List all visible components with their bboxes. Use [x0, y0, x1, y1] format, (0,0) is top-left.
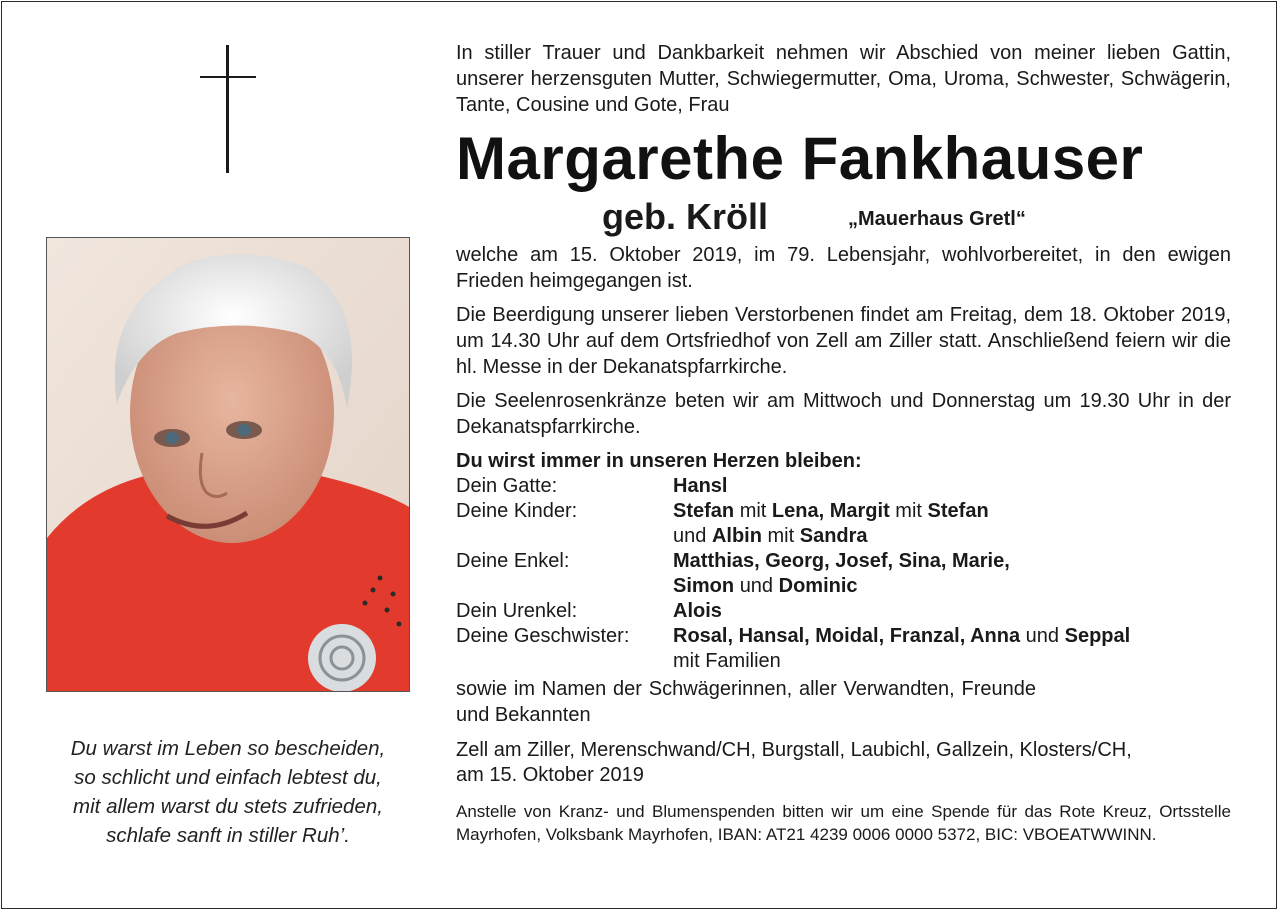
- maiden-name-row: [456, 194, 1231, 242]
- death-text: welche am 15. Oktober 2019, im 79. Lebensjahr, wohlvorbereitet, in den ewigen Frieden heimgegangen ist.: [456, 244, 1231, 292]
- portrait-illustration: [47, 238, 410, 692]
- family-row-siblings-cont: [456, 649, 1231, 674]
- rosary-text: Die Seelenrosenkränze beten wir am Mittwoch und Donnerstag um 19.30 Uhr in der Dekanatspfarrkirche.: [456, 390, 1231, 438]
- family-value: und Albin mit Sandra: [673, 525, 868, 547]
- family-label: Dein Gatte:: [456, 475, 558, 497]
- family-value: Alois: [673, 600, 722, 622]
- nickname: „Mauerhaus Gretl“: [848, 208, 1026, 230]
- family-value: Matthias, Georg, Josef, Sina, Marie,: [673, 550, 1010, 572]
- donation-text: Anstelle von Kranz- und Blumenspenden bitten wir um eine Spende für das Rote Kreuz, Ortsstelle Mayrhofen, Volksbank Mayrhofen, IBAN: AT21 4239 0006 0000 5372, BIC: VBOEATWWINN.: [456, 802, 1231, 844]
- place-date: Zell am Ziller, Merenschwand/CH, Burgstall, Laubichl, Gallzein, Klosters/CH, am 15. Oktober 2019: [456, 739, 1132, 786]
- family-value: mit Familien: [673, 650, 781, 672]
- poem-line: so schlicht und einfach lebtest du,: [74, 766, 382, 789]
- family-label: Deine Geschwister:: [456, 625, 630, 647]
- family-row-children: [456, 499, 1231, 524]
- poem-line: mit allem warst du stets zufrieden,: [73, 795, 383, 818]
- family-label: Deine Enkel:: [456, 550, 570, 572]
- family-value: Stefan mit Lena, Margit mit Stefan: [673, 500, 989, 522]
- family-list: [456, 474, 1231, 674]
- deceased-name: Margarethe Fankhauser: [456, 125, 1144, 192]
- family-row-siblings: [456, 624, 1231, 649]
- poem-line: Du warst im Leben so bescheiden,: [70, 737, 386, 760]
- heart-heading: Du wirst immer in unseren Herzen bleiben:: [456, 450, 862, 472]
- poem-line: schlafe sanft in stiller Ruh’.: [106, 824, 350, 847]
- also-text: sowie im Namen der Schwägerinnen, aller Verwandten, Freunde und Bekannten: [456, 678, 1036, 726]
- notice-text: [456, 40, 1231, 846]
- family-row-great-grandchild: [456, 599, 1231, 624]
- family-label: Dein Urenkel:: [456, 600, 578, 622]
- family-row-spouse: [456, 474, 1231, 499]
- family-value: Rosal, Hansal, Moidal, Franzal, Anna und Seppal: [673, 625, 1131, 647]
- family-label: Deine Kinder:: [456, 500, 578, 522]
- family-value: Hansl: [673, 475, 728, 497]
- funeral-text: Die Beerdigung unserer lieben Verstorbenen findet am Freitag, dem 18. Oktober 2019, um 14.30 Uhr auf dem Ortsfriedhof von Zell am Ziller statt. Anschließend feiern wir die hl. Messe in der Dekanatspfarrkirche.: [456, 304, 1231, 378]
- cross-icon: [200, 45, 256, 173]
- poem: [40, 734, 416, 850]
- family-row-grandchildren: [456, 549, 1231, 574]
- family-row-children-cont: [456, 524, 1231, 549]
- family-row-grandchildren-cont: [456, 574, 1231, 599]
- intro-text: In stiller Trauer und Dankbarkeit nehmen wir Abschied von meiner lieben Gattin, unserer herzensguten Mutter, Schwiegermutter, Oma, Uroma, Schwester, Schwägerin, Tante, Cousine und Gote, Frau: [456, 42, 1231, 116]
- portrait-photo: [46, 237, 410, 692]
- family-value: Simon und Dominic: [673, 575, 858, 597]
- maiden-name: geb. Kröll: [602, 196, 769, 237]
